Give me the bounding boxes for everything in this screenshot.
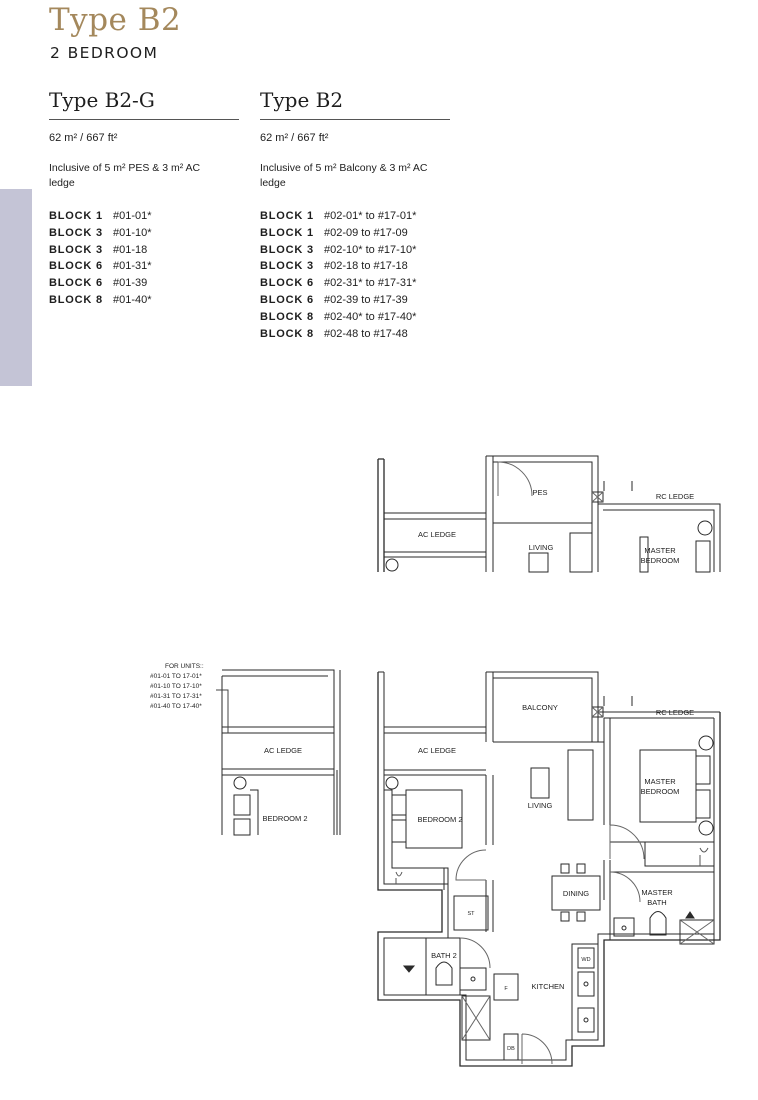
unit-area: 62 m² / 667 ft² — [260, 132, 329, 144]
unit-range: #02-09 to #17-09 — [324, 226, 408, 239]
unit-range: #01-10* — [113, 226, 152, 239]
unit-range: #02-48 to #17-48 — [324, 327, 408, 340]
unit-block: BLOCK 3 — [260, 260, 314, 273]
unit-block: BLOCK 1 — [49, 210, 103, 222]
room-label-balcony: BALCONY — [522, 703, 558, 712]
unit-range: #02-40* to #17-40* — [324, 310, 417, 323]
room-label-ac-ledge: AC LEDGE — [418, 530, 456, 539]
unit-range: #02-18 to #17-18 — [324, 260, 408, 273]
unit-range: #02-31* to #17-31* — [324, 277, 417, 290]
unit-range: #01-39 — [113, 277, 148, 290]
room-label-ac-ledge: AC LEDGE — [264, 746, 302, 755]
unit-block: BLOCK 6 — [49, 277, 103, 290]
unit-range: #01-18 — [113, 243, 148, 256]
room-label-fridge: F — [504, 986, 508, 992]
room-label-ac-ledge: AC LEDGE — [418, 746, 456, 755]
room-label-kitchen: KITCHEN — [531, 982, 565, 991]
room-label-living: LIVING — [527, 801, 553, 810]
room-label-living: LIVING — [528, 543, 554, 552]
plan-inset-labels — [150, 663, 308, 823]
room-label-master-bedroom: MASTER BEDROOM — [640, 546, 680, 565]
room-label-bath-2: BATH 2 — [431, 951, 457, 960]
unit-range: #01-31* — [113, 260, 152, 273]
unit-block: BLOCK 1 — [260, 226, 314, 239]
page-subtitle: 2 BEDROOM — [50, 44, 159, 62]
room-label-master-bedroom: MASTER BEDROOM — [640, 777, 680, 796]
room-label-bedroom-2: BEDROOM 2 — [262, 814, 308, 823]
unit-block: BLOCK 6 — [260, 277, 314, 290]
room-label-rc-ledge: RC LEDGE — [655, 492, 695, 501]
plan-ground-labels — [418, 488, 694, 565]
unit-block: BLOCK 8 — [260, 310, 314, 323]
floor-plan-main — [378, 672, 720, 1066]
room-label-master-bath: MASTER BATH — [641, 888, 673, 907]
unit-range: #01-40* — [113, 293, 152, 306]
room-label-bedroom-2: BEDROOM 2 — [417, 815, 463, 824]
unit-block: BLOCK 3 — [49, 226, 103, 239]
room-label-wd: WD — [581, 957, 591, 963]
units-note: FOR UNITS:: #01-01 TO 17-01* #01-10 TO 17-10* #01-31 TO 17-31* #01-40 TO 17-40* — [150, 663, 204, 710]
unit-block: BLOCK 8 — [49, 293, 103, 306]
unit-block: BLOCK 1 — [260, 210, 314, 222]
room-label-pes: PES — [532, 488, 548, 497]
unit-block: BLOCK 3 — [49, 243, 103, 256]
unit-block: BLOCK 3 — [260, 243, 314, 256]
unit-block: BLOCK 6 — [260, 293, 314, 306]
page-title: Type B2 — [49, 2, 182, 38]
unit-block: BLOCK 6 — [49, 260, 103, 273]
unit-range: #02-10* to #17-10* — [324, 243, 417, 256]
unit-area-note: Inclusive of 5 m² Balcony & 3 m² AC ledge — [260, 162, 428, 189]
room-label-db: DB — [507, 1046, 515, 1052]
unit-range: #02-01* to #17-01* — [324, 210, 417, 222]
unit-block: BLOCK 8 — [260, 327, 314, 340]
unit-range: #02-39 to #17-39 — [324, 293, 408, 306]
room-label-st: ST — [467, 911, 475, 917]
unit-type-name: Type B2 — [260, 86, 450, 120]
room-label-dining: DINING — [562, 889, 590, 898]
room-label-rc-ledge: RC LEDGE — [655, 708, 695, 717]
unit-range: #01-01* — [113, 210, 152, 222]
unit-area-note: Inclusive of 5 m² PES & 3 m² AC ledge — [49, 162, 201, 189]
unit-type-name: Type B2-G — [49, 86, 239, 120]
unit-area: 62 m² / 667 ft² — [49, 132, 118, 144]
